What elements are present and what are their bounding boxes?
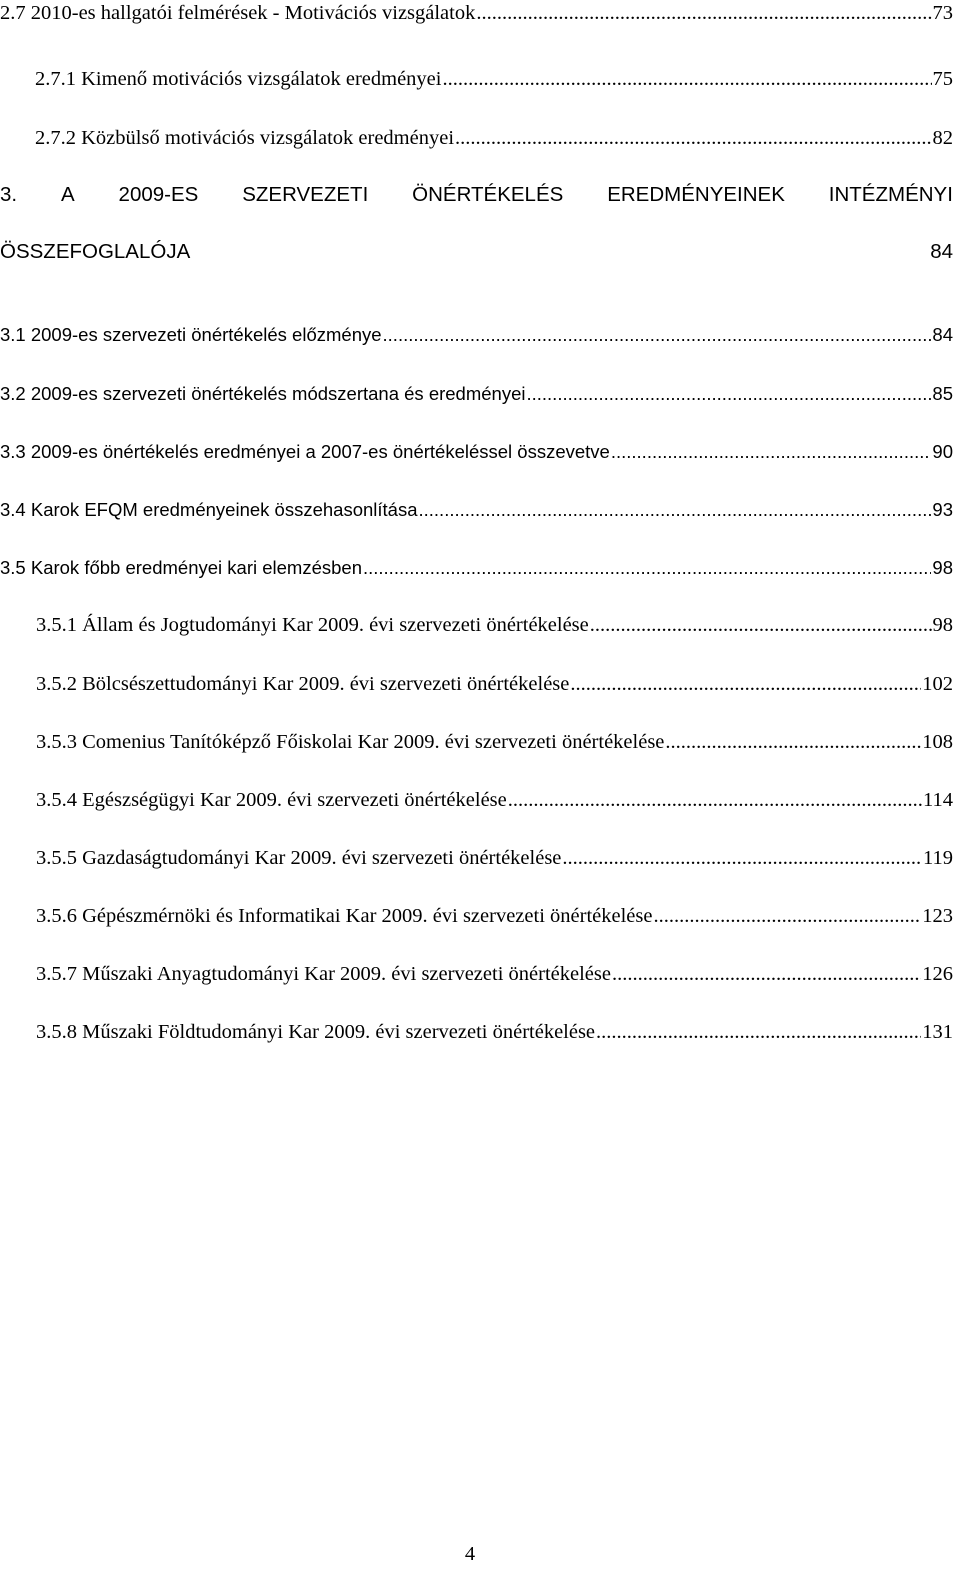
toc-entry-page: 84 [932,324,953,345]
toc-entry-3-5-6[interactable] [0,905,953,928]
toc-entry-title: 3.5.2 Bölcsészettudományi Kar 2009. évi szervezeti önértékelése [36,673,570,695]
toc-entry-title: 2.7.1 Kimenő motivációs vizsgálatok eredményei [35,68,442,90]
toc-entry-title: 3.5.1 Állam és Jogtudományi Kar 2009. évi szervezeti önértékelése [36,614,589,636]
toc-entry-3-5-7[interactable] [0,963,953,986]
toc-chapter-3-line1[interactable] [0,183,953,207]
toc-entry-title: 3.5.6 Gépészmérnöki és Informatikai Kar 2009. évi szervezeti önértékelése [36,905,653,927]
toc-entry-page: 131 [922,1021,953,1043]
toc-entry-2-7[interactable] [0,2,953,25]
dot-leader [570,673,921,696]
toc-entry-title: 3.1 2009-es szervezeti önértékelés előzménye [0,324,382,345]
toc-entry-page: 75 [932,68,953,90]
toc-entry-title: 3.4 Karok EFQM eredményeinek összehasonlítása [0,499,418,520]
dot-leader [383,324,932,346]
chapter-word: INTÉZMÉNYI [828,183,953,206]
toc-entry-page: 123 [922,905,953,927]
toc-entry-3-5-5[interactable] [0,847,953,870]
toc-entry-title: ÖSSZEFOGLALÓJA [0,240,191,263]
toc-entry-2-7-2[interactable] [0,127,953,150]
toc-entry-3-4[interactable] [0,499,953,521]
toc-entry-3-3[interactable] [0,441,953,463]
toc-entry-title: 3.5.7 Műszaki Anyagtudományi Kar 2009. évi szervezeti önértékelése [36,963,611,985]
chapter-word: SZERVEZETI [242,183,369,206]
dot-leader [653,905,921,928]
dot-leader [419,499,932,521]
toc-entry-page: 85 [932,383,953,404]
toc-chapter-3-line2[interactable] [0,240,953,264]
dot-leader [526,383,931,405]
toc-entry-page: 126 [922,963,953,985]
toc-entry-page: 90 [932,441,953,462]
chapter-word: 3. [0,183,18,206]
toc-entry-3-5-8[interactable] [0,1021,953,1044]
toc-entry-title: 2.7 2010-es hallgatói felmérések - Motivációs vizsgálatok [0,2,476,24]
toc-entry-2-7-1[interactable] [0,68,953,91]
toc-entry-title: 3.5.8 Műszaki Földtudományi Kar 2009. évi szervezeti önértékelése [36,1021,596,1043]
toc-entry-title: 3.3 2009-es önértékelés eredményei a 2007-es önértékeléssel összevetve [0,441,610,462]
dot-leader [590,614,932,637]
toc-entry-3-5-3[interactable] [0,731,953,754]
toc-entry-page: 82 [932,127,953,149]
toc-entry-3-5[interactable] [0,557,953,579]
dot-leader [596,1021,921,1044]
chapter-word: ÖNÉRTÉKELÉS [412,183,564,206]
toc-entry-3-2[interactable] [0,383,953,405]
toc-entry-page: 108 [922,731,953,753]
toc-entry-title: 2.7.2 Közbülső motivációs vizsgálatok eredményei [35,127,455,149]
toc-entry-3-5-4[interactable] [0,789,953,812]
toc-entry-page: 73 [932,2,953,24]
toc-entry-title: 3.5.3 Comenius Tanítóképző Főiskolai Kar 2009. évi szervezeti önértékelése [36,731,665,753]
toc-entry-page: 98 [932,557,953,578]
toc-entry-3-1[interactable] [0,324,953,346]
dot-leader [611,441,932,463]
toc-entry-page: 119 [923,847,953,869]
toc-entry-title: 3.5 Karok főbb eredményei kari elemzésben [0,557,362,578]
toc-entry-page: 98 [932,614,953,636]
page-number: 4 [464,1543,476,1565]
toc-entry-3-5-1[interactable] [0,614,953,637]
toc-entry-title: 3.5.4 Egészségügyi Kar 2009. évi szervezeti önértékelése [36,789,507,811]
chapter-word: 2009-ES [118,183,199,206]
dot-leader [508,789,922,812]
dot-leader [476,2,931,25]
dot-leader [562,847,922,870]
toc-entry-page: 84 [930,240,953,263]
dot-leader [612,963,921,986]
dot-leader [455,127,931,150]
toc-entry-page: 114 [923,789,953,811]
chapter-word: A [60,183,75,206]
toc-entry-title: 3.5.5 Gazdaságtudományi Kar 2009. évi szervezeti önértékelése [36,847,562,869]
dot-leader [363,557,931,579]
toc-entry-title: 3.2 2009-es szervezeti önértékelés módszertana és eredményei [0,383,526,404]
toc-entry-page: 93 [932,499,953,520]
dot-leader [442,68,931,91]
chapter-word: EREDMÉNYEINEK [607,183,785,206]
toc-entry-page: 102 [922,673,953,695]
toc-entry-3-5-2[interactable] [0,673,953,696]
dot-leader [665,731,921,754]
